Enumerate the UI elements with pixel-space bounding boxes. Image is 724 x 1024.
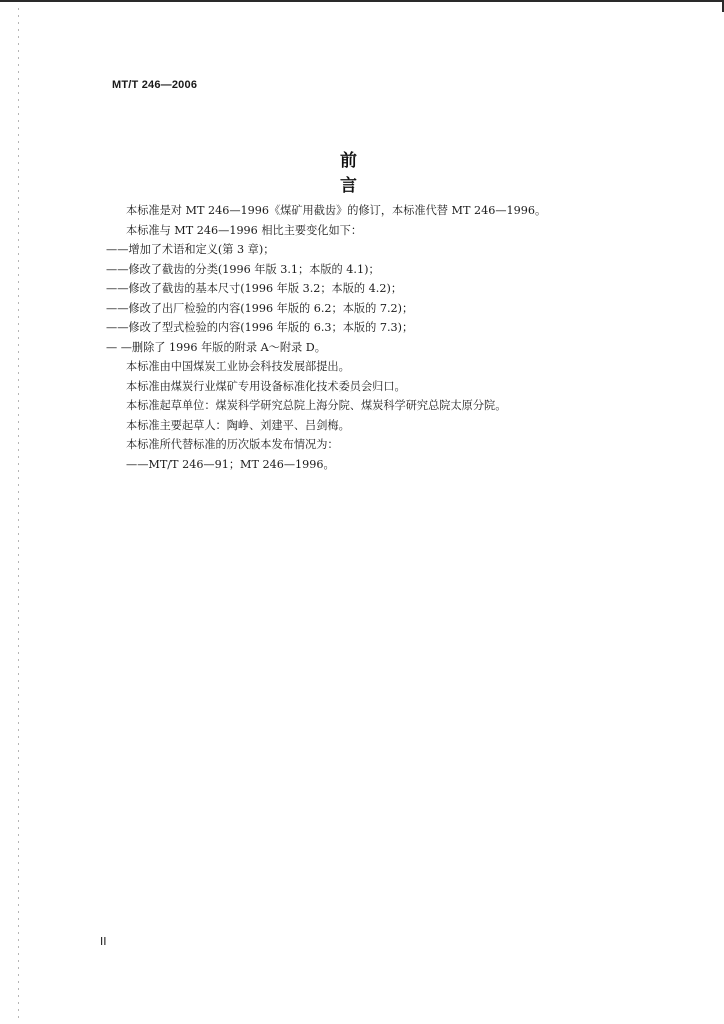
list-item-change-terms: ——增加了术语和定义(第 3 章)； (106, 243, 275, 256)
list-item-change-classification: ——修改了截齿的分类(1996 年版 3.1；本版的 4.1)； (106, 262, 380, 276)
paragraph-drafters: 本标准主要起草人：陶峥、刘建平、吕剑梅。 (126, 418, 350, 432)
list-item-change-type-inspection: ——修改了型式检验的内容(1996 年版的 6.3；本版的 7.3)； (106, 321, 414, 334)
paragraph-proposed-by: 本标准由中国煤炭工业协会科技发展部提出。 (126, 360, 350, 373)
paragraph-revision-statement: 本标准是对 MT 246—1996《煤矿用截齿》的修订，本标准代替 MT 246—1996。 (126, 204, 547, 217)
paragraph-previous-editions-intro: 本标准所代替标准的历次版本发布情况为： (126, 438, 339, 451)
paragraph-drafting-units: 本标准起草单位：煤炭科学研究总院上海分院、煤炭科学研究总院太原分院。 (126, 399, 507, 412)
list-item-change-appendix: — —删除了 1996 年版的附录 A～附录 D。 (106, 340, 326, 354)
paragraph-administered-by: 本标准由煤炭行业煤矿专用设备标准化技术委员会归口。 (126, 379, 406, 393)
page-number: II (100, 935, 107, 948)
foreword-body (104, 201, 584, 474)
list-item-change-dimensions: ——修改了截齿的基本尺寸(1996 年版 3.2；本版的 4.2)； (106, 282, 403, 295)
page-title: 前 言 (340, 151, 442, 196)
binding-edge-marks (18, 8, 19, 1018)
list-item-change-factory-inspection: ——修改了出厂检验的内容(1996 年版的 6.2；本版的 7.2)； (106, 301, 414, 315)
paragraph-changes-intro: 本标准与 MT 246—1996 相比主要变化如下： (126, 223, 363, 237)
standard-code: MT/T 246—2006 (112, 79, 198, 91)
top-border-line (0, 0, 724, 2)
list-item-previous-editions: ——MT/T 246—91；MT 246—1996。 (126, 457, 335, 471)
